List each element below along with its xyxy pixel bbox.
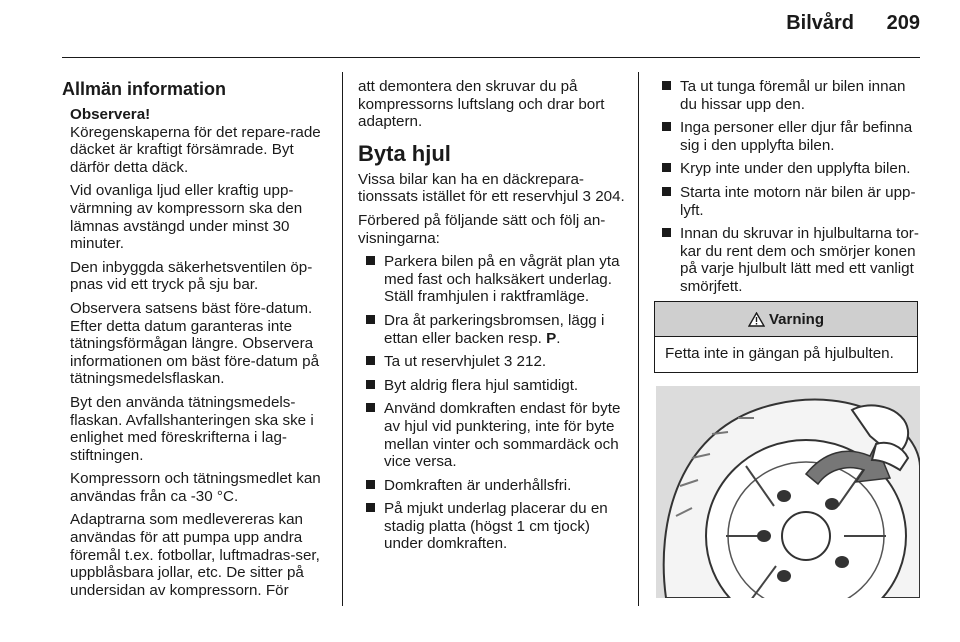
list-item-text: Kryp inte under den upplyfta bilen. bbox=[680, 160, 911, 178]
intro-paragraph bbox=[358, 171, 626, 206]
instruction-list bbox=[358, 253, 626, 553]
list-item bbox=[654, 225, 922, 295]
warning-text: Fetta inte in gängan på hjulbulten. bbox=[665, 345, 894, 362]
paragraph: Kompressorn och tätningsmedlet kan användas från ca -30 °C. bbox=[70, 470, 321, 505]
page-reference-link[interactable]: 3 212. bbox=[503, 353, 547, 371]
bullet-icon bbox=[662, 228, 671, 237]
list-item bbox=[358, 353, 626, 371]
bullet-icon bbox=[366, 503, 375, 512]
list-item bbox=[654, 78, 922, 113]
bullet-icon bbox=[662, 81, 671, 90]
bullet-icon bbox=[662, 187, 671, 196]
paragraph: Adaptrarna som medlevereras kan användas för att pumpa upp andra föremål t.ex. fotbollar, luftmadras-ser, uppblåsbara jollar, etc. De sitter på undersidan av kompressorn. För bbox=[70, 511, 320, 599]
bullet-icon bbox=[366, 480, 375, 489]
list-item-text: Ta ut tunga föremål ur bilen innan du hissar upp den. bbox=[680, 78, 906, 113]
list-item-text: Dra åt parkeringsbromsen, lägg i ettan eller backen resp. bbox=[384, 311, 605, 347]
list-item-text: Inga personer eller djur får befinna sig i den upplyfta bilen. bbox=[680, 119, 913, 154]
warning-title: Varning bbox=[768, 310, 824, 328]
wheel-drawing bbox=[656, 386, 920, 598]
list-item-text-end: . bbox=[556, 329, 561, 347]
bullet-icon bbox=[366, 356, 375, 365]
bullet-icon bbox=[662, 122, 671, 131]
warning-box bbox=[654, 301, 918, 373]
gear-letter: P bbox=[546, 329, 557, 347]
list-item-text: Innan du skruvar in hjulbultarna tor-kar du rent dem och smörjer konen på varje hjulbult lätt med ett vanligt smörjfett. bbox=[680, 225, 919, 295]
paragraph: Den inbyggda säkerhetsventilen öp-pnas vid ett tryck på sju bar. bbox=[70, 258, 313, 294]
page-reference-link[interactable]: 3 204. bbox=[582, 188, 625, 206]
paragraph: Byt den använda tätningsmedels-flaskan. Avfallshanteringen ska ske i enlighet med föreskrifterna i lag-stiftningen. bbox=[70, 393, 314, 464]
list-item-text: Byt aldrig flera hjul samtidigt. bbox=[384, 376, 579, 394]
paragraph: Köregenskaperna för det repare-rade däcket är kraftigt försämrade. Byt därför detta däck. bbox=[70, 123, 321, 176]
bullet-icon bbox=[366, 315, 375, 324]
column-divider bbox=[342, 72, 343, 606]
list-item bbox=[654, 184, 922, 219]
list-item bbox=[358, 377, 626, 395]
list-item bbox=[358, 400, 626, 470]
bullet-icon bbox=[662, 163, 671, 172]
instruction-list bbox=[654, 78, 922, 296]
list-item-text: Domkraften är underhållsfri. bbox=[384, 476, 572, 494]
bullet-icon bbox=[366, 256, 375, 265]
section-heading-change-wheel: Byta hjul bbox=[358, 140, 451, 166]
section-heading-general: Allmän information bbox=[62, 79, 227, 99]
column-change-wheel bbox=[358, 78, 626, 559]
list-item-text: Använd domkraften endast för byte av hjul vid punktering, inte för byte mellan vinter och sommardäck och vice versa. bbox=[384, 400, 621, 471]
list-item bbox=[358, 500, 626, 553]
paragraph: Vid ovanliga ljud eller kraftig upp-värmning av kompressorn ska den lämnas avstängd under minst 30 minuter. bbox=[70, 182, 303, 253]
wheel-illustration bbox=[656, 386, 920, 598]
warning-header bbox=[655, 302, 917, 337]
warning-triangle-icon bbox=[748, 312, 765, 327]
note-block bbox=[70, 106, 334, 599]
list-item bbox=[358, 253, 626, 306]
bullet-icon bbox=[366, 403, 375, 412]
list-item-text: Ta ut reservhjulet bbox=[384, 353, 500, 371]
paragraph-continuation: att demontera den skruvar du på kompressorns luftslang och drar bort adaptern. bbox=[358, 78, 605, 131]
intro-text: Vissa bilar kan ha en däckrepara-tionssats istället för ett reservhjul bbox=[358, 170, 584, 206]
list-item bbox=[358, 477, 626, 495]
list-item bbox=[654, 119, 922, 154]
list-item bbox=[358, 312, 626, 347]
header-rule bbox=[62, 57, 920, 58]
header-title: Bilvård bbox=[786, 12, 854, 34]
list-item bbox=[654, 160, 922, 178]
list-item-text: Starta inte motorn när bilen är upp-lyft. bbox=[680, 183, 916, 219]
column-safety bbox=[654, 78, 922, 302]
list-item-text: På mjukt underlag placerar du en stadig platta (högst 1 cm tjock) under domkraften. bbox=[384, 500, 608, 553]
column-divider bbox=[638, 72, 639, 606]
preparation-paragraph: Förbered på följande sätt och följ an-visningarna: bbox=[358, 211, 606, 247]
list-item-text: Parkera bilen på en vågrät plan yta med fast och halksäkert underlag. Ställ framhjulen i raktframläge. bbox=[384, 253, 620, 306]
column-general-info bbox=[62, 78, 334, 605]
note-label: Observera! bbox=[70, 106, 151, 123]
bullet-icon bbox=[366, 380, 375, 389]
paragraph: Observera satsens bäst före-datum. Efter detta datum garanteras inte tätningsförmågan längre. Observera informationen om bäst före-datum på tätningsmedelsflaskan. bbox=[70, 299, 320, 388]
page-number: 209 bbox=[886, 12, 920, 34]
